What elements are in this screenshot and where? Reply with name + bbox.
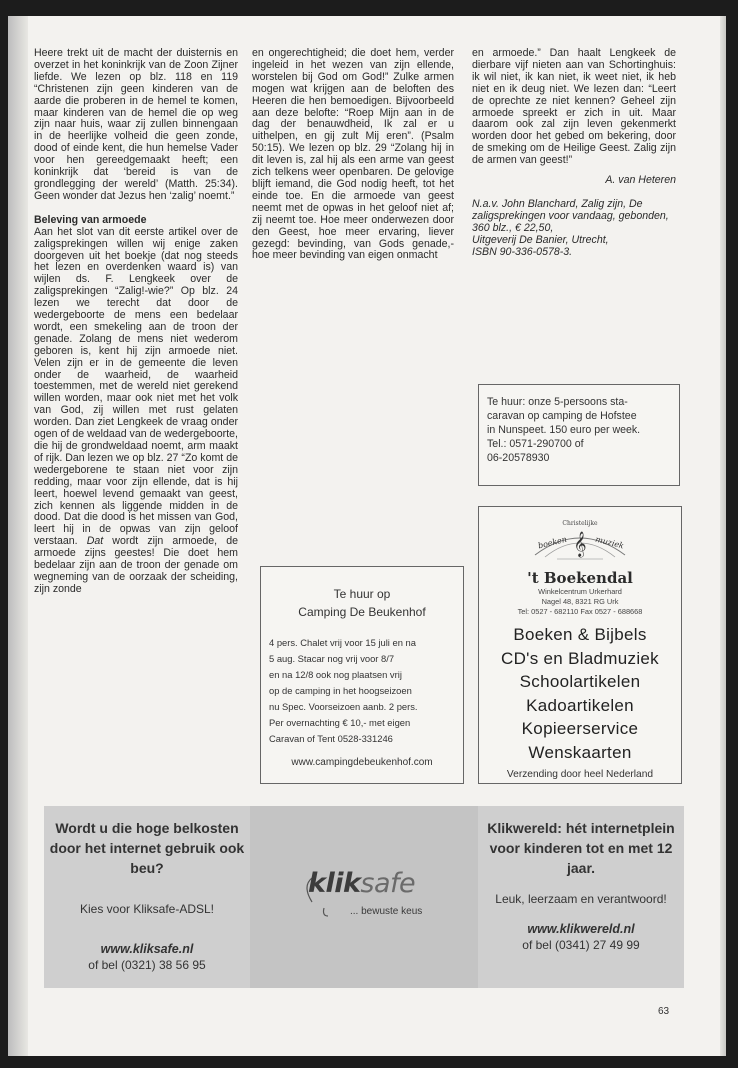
- shop-location: Winkelcentrum Urkerhard: [538, 587, 622, 596]
- shipping-note: Verzending door heel Nederland: [506, 769, 654, 780]
- service-item: CD's en Bladmuziek: [501, 648, 659, 668]
- kliksafe-link[interactable]: www.kliksafe.nl: [100, 942, 194, 956]
- article-paragraph: en armoede.” Dan haalt Lengkeek de dierbare vijf nieten aan van Schortinghuis: ik wil niet, ik kan niet, ik weet niet, ik heb niet en ik deug niet. We lezen dan: “Leert de oprechte ze niet kennen? Geheel zijn armoede spreekt er zich in uit. Maar daarom ook zal zijn leven gekenmerkt worden door het gebed om bekering, door de smeking om de Heilige Geest. Zalig zijn de armen van geest!”: [472, 47, 676, 167]
- ad-line: op de camping in het hoogseizoen: [269, 685, 412, 696]
- service-item: Boeken & Bijbels: [513, 625, 647, 644]
- ad-line: caravan op camping de Hofstee: [487, 410, 637, 422]
- article-column-3: [472, 48, 676, 259]
- ad-line: nu Spec. Voorseizoen aanb. 2 pers.: [269, 701, 418, 712]
- service-item: Kadoartikelen: [526, 695, 634, 715]
- camping-website-link[interactable]: www.campingdebeukenhof.com: [291, 757, 433, 768]
- kliksafe-logo[interactable]: [288, 860, 448, 930]
- section-heading: Beleving van armoede: [34, 213, 147, 226]
- logo-klik-text: klik: [308, 868, 361, 899]
- klikwereld-panel: [478, 806, 684, 988]
- ad-line: 06-20578930: [487, 452, 550, 464]
- paragraph-text: Aan het slot van dit eerste artikel over de zaligsprekingen willen wij enige zaken doorgeven uit het boekje (dat nog steeds het lezen en overdenken waard is) van wijlen ds. F. Lengkeek over de zaligsprekingen “Zalig!-wie?” Op blz. 24 lezen we terecht dat door de wedergeboorte de mens een bedelaar wordt, een smekeling aan de troon der genade. Zolang de mens niet wederom geboren is, kent hij zijn armoede niet. Velen zijn er in de gemeente die leven onder de waarheid, de waarheid toestemmen, met de wereld niet gerekend willen worden, maar ook niet met het volk van God, zij willen met rust gelaten worden. Dan ziet Lengkeek de vraag onder ogen of de weldaad van de wedergeboorte, die hij de grondweldaad noemt, arm maakt of rijk. Dan lezen we op blz. 27 “Zo komt de wedergeborene te staan niet voor zijn redding, maar voor zijn ellende, dat is hij leert, hoewel levend gemaakt van geest, zich kennen als liggende midden in de dood. Dat die dood is het missen van God, leert hij in de opwas van zijn geloof verstaan.: [34, 225, 238, 548]
- page-edge-shadow: [720, 16, 726, 1056]
- ad-line: Caravan of Tent 0528-331246: [269, 733, 393, 744]
- book-info-line: N.a.v. John Blanchard, Zalig zijn, De zaligsprekingen voor vandaag, gebonden, 360 blz., € 22,50,: [472, 197, 669, 234]
- logo-right-text: muziek: [594, 534, 625, 551]
- kliksafe-heading: Wordt u die hoge belkosten door het internet gebruik ook beu?: [49, 820, 245, 876]
- logo-safe-text: safe: [360, 868, 416, 899]
- paragraph-text: wordt zijn armoede, de armoede zijns geestes! Die doet hem bedelaar zijn aan de troon der genade om wegneming van de oorzaak der scheiding, zijn zonde: [34, 535, 238, 595]
- ad-line: in Nunspeet. 150 euro per week.: [487, 424, 641, 436]
- rental-ad-hofstee: [478, 384, 680, 486]
- boekendal-logo: [479, 515, 681, 567]
- logo-left-text: boeken: [537, 534, 568, 551]
- klikwereld-link[interactable]: www.klikwereld.nl: [527, 922, 635, 936]
- article-column-1: [34, 48, 238, 596]
- article-column-2: [252, 48, 454, 262]
- book-info-line: ISBN 90-336-0578-3.: [472, 245, 573, 258]
- ad-line: Te huur: onze 5-persoons sta-: [487, 396, 628, 408]
- emphasis-text: Dat: [86, 535, 104, 548]
- ad-details: [269, 635, 455, 747]
- kliksafe-text: Kies voor Kliksafe-ADSL!: [79, 902, 215, 916]
- book-info-line: Uitgeverij De Banier, Utrecht,: [472, 233, 609, 246]
- shop-address: Nagel 48, 8321 RG Urk: [541, 597, 619, 606]
- klikwereld-phone: of bel (0341) 27 49 99: [522, 938, 640, 952]
- service-list: [479, 623, 681, 764]
- author-signature: A. van Heteren: [605, 174, 676, 187]
- logo-wordmark: [308, 868, 415, 899]
- service-item: Kopieerservice: [521, 719, 639, 738]
- shop-name: 't Boekendal: [527, 569, 633, 587]
- boekendal-ad: [478, 506, 682, 784]
- ad-line: Per overnachting € 10,- met eigen: [269, 717, 411, 728]
- kliksafe-logo-panel: [250, 806, 478, 988]
- service-item: Wenskaarten: [528, 742, 632, 762]
- logo-tagline: ... bewuste keus: [350, 906, 423, 917]
- ad-title: Camping De Beukenhof: [298, 605, 426, 619]
- ad-line: 5 aug. Stacar nog vrij voor 8/7: [269, 653, 395, 664]
- page-spine-shadow: [8, 16, 28, 1056]
- klikwereld-heading: Klikwereld: hét internetplein voor kinderen tot en met 12 jaar.: [487, 820, 675, 876]
- klikwereld-text: Leuk, leerzaam en verantwoord!: [495, 892, 667, 906]
- ad-title: Te huur op: [333, 587, 391, 601]
- kliksafe-phone: of bel (0321) 38 56 95: [88, 958, 206, 972]
- article-paragraph: Heere trekt uit de macht der duisternis en overzet in het koninkrijk van de Zoon Zijner liefde. We lezen op blz. 118 en 119 “Christenen zijn geen kinderen van de aarde die proberen in de hemel te komen, maar kinderen van de hemel die op weg zijn naar huis, waar zij zullen binnengaan in de heerlijke volheid die geen zonde, dood of einde kent, die hun hemelse Vader voor hen gereedgemaakt heeft; een koninkrijk dat ‘bereid is van de grondlegging der wereld’ (Matth. 25:34). Geen wonder dat Jezus hen ‘zalig’ noemt.”: [34, 47, 238, 202]
- book-reference: [472, 199, 676, 259]
- ad-line: Tel.: 0571-290700 of: [487, 438, 584, 450]
- page-number: 63: [658, 1006, 670, 1017]
- kliksafe-banner: [44, 806, 684, 988]
- music-note-icon: 𝄞: [573, 531, 587, 556]
- camping-beukenhof-ad: [260, 566, 464, 784]
- logo-top-text: Christelijke: [562, 520, 598, 527]
- ad-line: 4 pers. Chalet vrij voor 15 juli en na: [269, 637, 416, 648]
- article-paragraph: en ongerechtigheid; die doet hem, verder ingeleid in het wezen van zijn ellende, worstelen bij God om God!” Zulke armen mogen wat krijgen aan de beloften des Heeren die hen bemoedigen. Bijvoorbeeld aan deze belofte: “Roep Mijn aan in de dag der benauwdheid, Ik zal er u uithelpen, en gij zult Mij eren”. (Psalm 50:15). We lezen op blz. 29 “Zolang hij in dit leven is, zal hij als een arme van geest zich telkens weer openbaren. De gelovige blijft iemand, die God nodig heeft, tot het einde toe. En die armoede van geest neemt met de opwas in het geloof niet af; zij neemt toe. Hoe meer onderwezen door den Geest, hoe meer ervaring, liever gezegd: bevinding, van Gods genade,- hoe meer bevinding van eigen onmacht: [252, 47, 454, 262]
- service-item: Schoolartikelen: [519, 672, 641, 691]
- article-paragraph: [34, 227, 238, 596]
- shop-phone: Tel: 0527 - 682110 Fax 0527 - 688668: [517, 607, 643, 616]
- ad-line: en na 12/8 ook nog plaatsen vrij: [269, 669, 402, 680]
- kliksafe-panel: [44, 806, 250, 988]
